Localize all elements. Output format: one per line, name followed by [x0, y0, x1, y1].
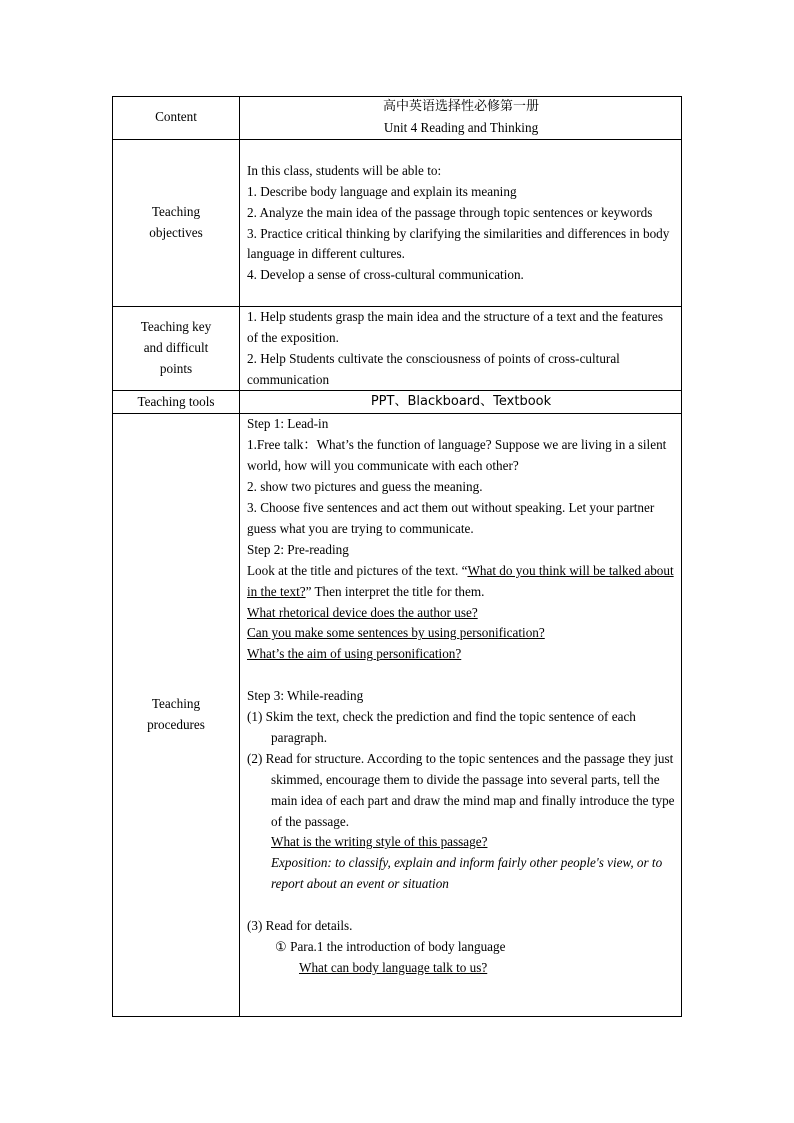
value-tools: [240, 391, 682, 414]
label-key-points: [113, 306, 240, 391]
row-tools: [113, 391, 682, 414]
book-title: 高中英语选择性必修第一册: [382, 99, 539, 114]
objective-item-2: 2. Analyze the main idea of the passage through topic sentences or keywords: [247, 204, 653, 220]
step2-question-2: Can you make some sentences by using personification?: [247, 625, 545, 641]
row-key-points: [113, 306, 682, 391]
key-point-1: 1. Help students grasp the main idea and the structure of a text and the features of the exposition.: [247, 308, 663, 345]
row-content: [113, 97, 682, 140]
step3-item1: (1) Skim the text, check the prediction and find the topic sentence of each paragraph.: [247, 709, 636, 745]
step2-text-b: ” Then interpret the title for them.: [305, 583, 485, 599]
label-content-text: Content: [155, 109, 197, 125]
label-objectives-line2: objectives: [149, 224, 203, 240]
step2-text-question: What do you think will be talked about in the text?: [247, 562, 674, 599]
step2-text-a: Look at the title and pictures of the text. “: [247, 562, 468, 578]
step3-sub1-question: What can body language talk to us?: [299, 959, 488, 975]
objective-item-4: 4. Develop a sense of cross-cultural communication.: [247, 267, 524, 283]
label-key-points-line1: Teaching key: [140, 319, 212, 335]
step2-title: Step 2: Pre-reading: [247, 541, 349, 557]
label-procedures-line1: Teaching: [151, 696, 201, 712]
label-tools-text: Teaching tools: [137, 393, 215, 409]
step3-item3: (3) Read for details.: [247, 918, 353, 934]
step1-item3: 3. Choose five sentences and act them out without speaking. Let your partner guess what you are trying to communicate.: [247, 499, 655, 536]
label-key-points-line3: points: [159, 361, 193, 377]
objectives-intro: In this class, students will be able to:: [247, 162, 442, 178]
step1-item1: 1.Free talk：What’s the function of language? Suppose we are living in a silent world, how will you communicate with each other?: [247, 437, 667, 474]
label-objectives-line1: Teaching: [151, 203, 201, 219]
step1-title: Step 1: Lead-in: [247, 416, 329, 432]
key-point-2: 2. Help Students cultivate the consciousness of points of cross-cultural communication: [247, 350, 620, 387]
step2-question-1: What rhetorical device does the author use?: [247, 604, 478, 620]
label-tools: [113, 391, 240, 414]
label-procedures-line2: procedures: [147, 717, 205, 733]
lesson-plan-table: [112, 96, 682, 1017]
value-key-points: [240, 306, 682, 391]
objective-item-1: 1. Describe body language and explain its meaning: [247, 183, 517, 199]
step2-question-3: What’s the aim of using personification?: [247, 646, 462, 662]
step3-answer: Exposition: to classify, explain and inform fairly other people's view, or to report about an event or situation: [271, 855, 663, 892]
step3-question: What is the writing style of this passage?: [271, 834, 488, 850]
step3-item2: (2) Read for structure. According to the topic sentences and the passage they just skimmed, encourage them to divide the passage into several parts, tell the main idea of each part and draw the mind map and finally introduce the type of the passage.: [247, 750, 675, 829]
row-objectives: [113, 139, 682, 306]
step3-sub1: ① Para.1 the introduction of body language: [275, 938, 506, 954]
label-key-points-line2: and difficult: [143, 340, 209, 356]
label-content: [113, 97, 240, 140]
tools-list: PPT、Blackboard、Textbook: [370, 394, 552, 410]
step2-text: [247, 561, 675, 603]
label-objectives: [113, 139, 240, 306]
value-procedures: [240, 414, 682, 1017]
step3-title: Step 3: While-reading: [247, 688, 364, 704]
label-procedures: [113, 414, 240, 1017]
objective-item-3: 3. Practice critical thinking by clarifying the similarities and differences in body language in different cultures.: [247, 225, 670, 262]
step1-item2: 2. show two pictures and guess the meaning.: [247, 479, 483, 495]
value-content: [240, 97, 682, 140]
value-objectives: [240, 139, 682, 306]
row-procedures: [113, 414, 682, 1017]
unit-title: Unit 4 Reading and Thinking: [383, 119, 539, 135]
